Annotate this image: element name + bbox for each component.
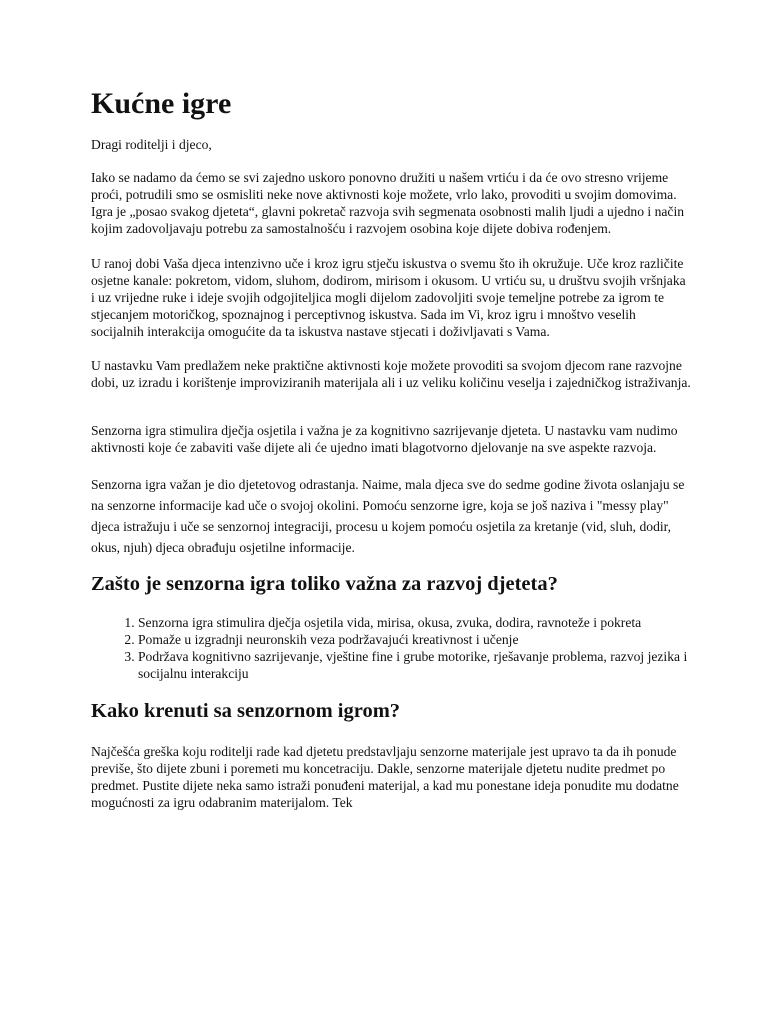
list-item: 3. Podržava kognitivno sazrijevanje, vještine fine i grube motorike, rješavanje problema, razvoj jezika i socijalnu interakciju — [138, 648, 691, 682]
paragraph-sensory-details: Senzorna igra važan je dio djetetovog odrastanja. Naime, mala djeca sve do sedme godine života oslanjaju se na senzorne informacije kad uče o svojoj okolini. Pomoću senzorne igre, koja se još naziva i "messy play" djeca istražuju i uče se senzornoj integraciji, procesu u kojem pomoću osjetila za kretanje (vid, sluh, dodir, okus, njuh) djeca obrađuju osjetilne informacije. — [91, 477, 685, 555]
greeting: Dragi roditelji i djeco, — [91, 137, 212, 152]
list-item: 2. Pomaže u izgradnji neuronskih veza podržavajući kreativnost i učenje — [138, 631, 691, 648]
paragraph-sensory-intro: Senzorna igra stimulira dječja osjetila i važna je za kognitivno sazrijevanje djeteta. U nastavku vam nudimo aktivnosti koje će zabaviti vaše dijete ali će ujedno imati blagotvorno djelovanje na sve aspekte razvoja. — [91, 423, 678, 455]
paragraph-closing: Najčešća greška koju roditelji rade kad djetetu predstavljaju senzorne materijale jest upravo ta da ih ponude previše, što dijete zbuni i poremeti mu koncetraciju. Dakle, senzorne materijale djetetu nudite predmet po predmet. Pustite dijete neka samo istraži ponuđeni materijal, a kad mu ponestane ideja ponudite mu dodatne mogućnosti za igru odabranim materijalom. Tek — [91, 744, 679, 810]
paragraph-activities: U nastavku Vam predlažem neke praktične aktivnosti koje možete provoditi sa svojom djecom rane razvojne dobi, uz izradu i korištenje improviziranih materijala ali i uz veliku količinu veselja i zajedničkog istraživanja. — [91, 358, 691, 390]
paragraph-intro: Iako se nadamo da ćemo se svi zajedno uskoro ponovno družiti u našem vrtiću i da će ovo stresno vrijeme proći, potrudili smo se osmisliti neke nove aktivnosti koje možete, vrlo lako, provoditi u svojim domovima. Igra je „posao svakog djeteta“, glavni pokretač razvoja svih segmenata osobnosti malih ljudi a ujedno i način kojim zadovoljavaju potrebu za samostalnošću i razvojem osobina koje dijete dobiva rođenjem. — [91, 170, 685, 236]
benefits-list — [91, 614, 691, 682]
list-item: 1. Senzorna igra stimulira dječja osjetila vida, mirisa, okusa, zvuka, dodira, ravnoteže i pokreta — [138, 614, 691, 631]
document-page — [91, 84, 691, 811]
heading-how: Kako krenuti sa senzornom igrom? — [91, 700, 401, 722]
page-title: Kućne igre — [91, 87, 232, 120]
paragraph-early-age: U ranoj dobi Vaša djeca intenzivno uče i kroz igru stječu iskustva o svemu što ih okružuje. Uče kroz različite osjetne kanale: pokretom, vidom, sluhom, dodirom, mirisom i okusom. U vrtiću su, u društvu svojih vršnjaka i uz vrijedne ruke i ideje svojih odgojiteljica mogli dijelom zadovoljiti svoje temeljne potrebe za igrom te stjecanjem motoričkog, spoznajnog i perceptivnog iskustva. Sada im Vi, kroz igru i mnoštvo veselih socijalnih interakcija omogućite da ta iskustva nastave stjecati i doživljavati s Vama. — [91, 256, 686, 339]
heading-why: Zašto je senzorna igra toliko važna za razvoj djeteta? — [91, 573, 558, 595]
